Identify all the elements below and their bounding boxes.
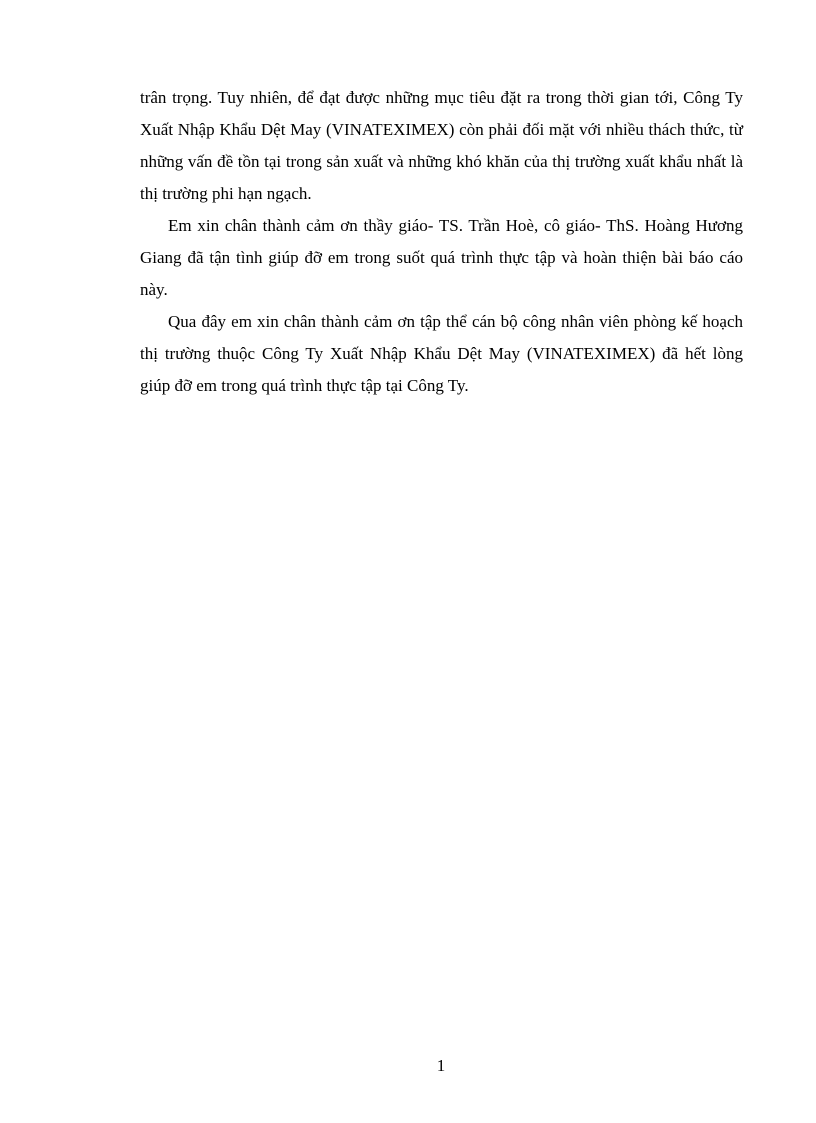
paragraph-continuation: trân trọng. Tuy nhiên, để đạt được những mục tiêu đặt ra trong thời gian tới, Công Ty Xuất Nhập Khẩu Dệt May (VINATEXIMEX) còn phải đối mặt với nhiều thách thức, từ những vấn đề tồn tại trong sản xuất và những khó khăn của thị trường xuất khẩu nhất là thị trường phi hạn ngạch.: [140, 88, 743, 203]
paragraph-acknowledgement-staff: Qua đây em xin chân thành cảm ơn tập thể cán bộ công nhân viên phòng kế hoạch thị trường thuộc Công Ty Xuất Nhập Khẩu Dệt May (VINATEXIMEX) đã hết lòng giúp đỡ em trong quá trình thực tập tại Công Ty.: [140, 312, 743, 395]
paragraph-acknowledgement-teachers: Em xin chân thành cảm ơn thầy giáo- TS. Trần Hoè, cô giáo- ThS. Hoàng Hương Giang đã tận tình giúp đỡ em trong suốt quá trình thực tập và hoàn thiện bài báo cáo này.: [140, 216, 743, 299]
page-number: 1: [436, 1056, 446, 1075]
body-text: [140, 82, 743, 402]
